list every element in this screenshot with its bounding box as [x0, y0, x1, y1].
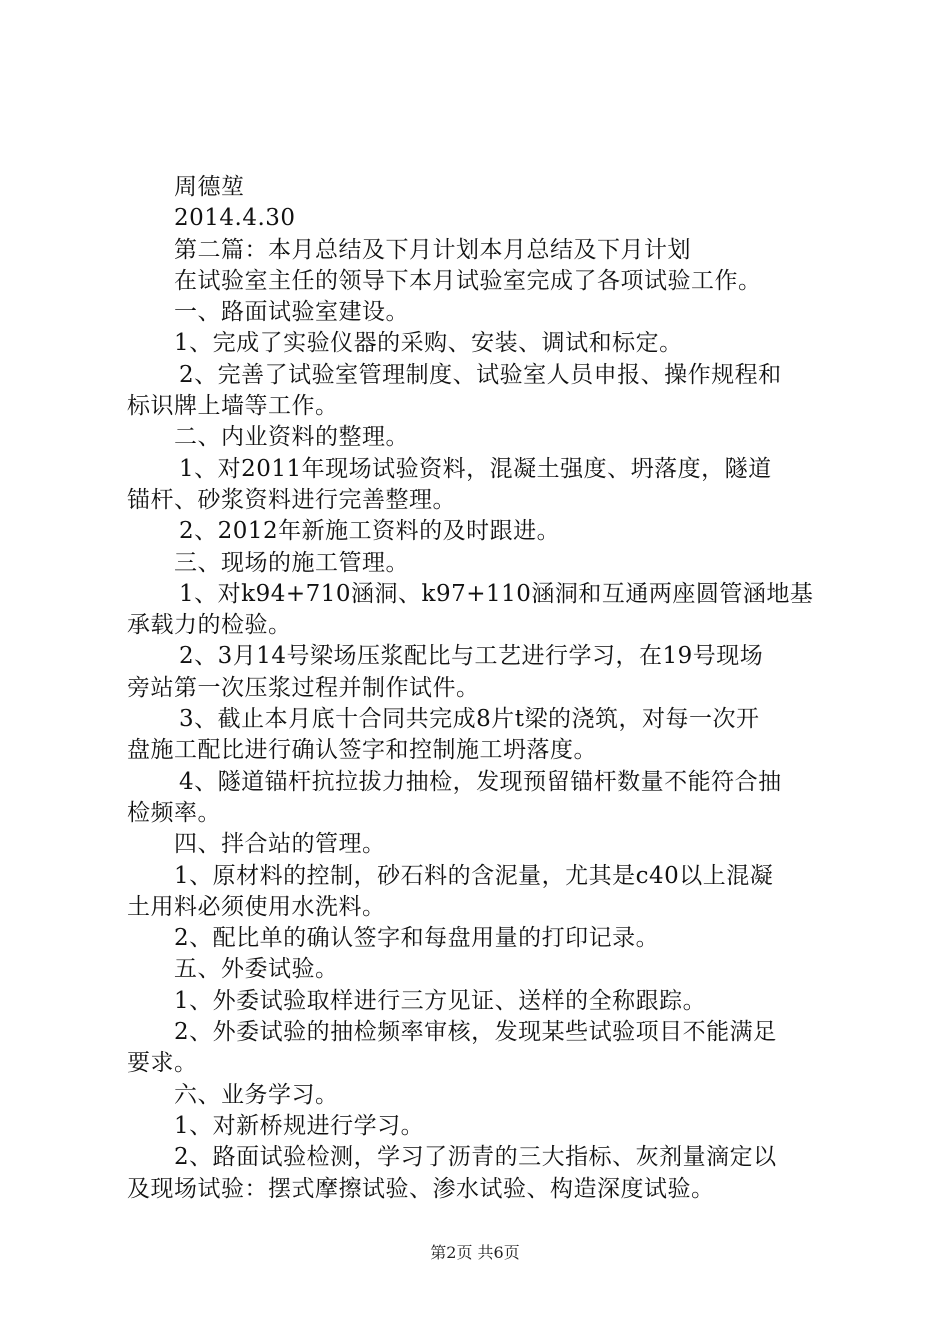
paragraph-line: 土用料必须使用水洗料。 [127, 893, 386, 920]
paragraph-line: 4、隧道锚杆抗拉拔力抽检，发现预留锚杆数量不能符合抽 [179, 768, 782, 795]
paragraph-line: 1、外委试验取样进行三方见证、送样的全称跟踪。 [174, 987, 707, 1014]
paragraph-line: 及现场试验：摆式摩擦试验、渗水试验、构造深度试验。 [127, 1175, 715, 1202]
heading-3: 三、现场的施工管理。 [174, 549, 409, 576]
paragraph-line: 锚杆、砂浆资料进行完善整理。 [127, 486, 456, 513]
heading-5: 五、外委试验。 [174, 956, 339, 983]
intro-paragraph: 在试验室主任的领导下本月试验室完成了各项试验工作。 [174, 267, 762, 294]
paragraph-line: 2、3月14号梁场压浆配比与工艺进行学习，在19号现场 [179, 643, 764, 670]
page-number-footer: 第2页 共6页 [430, 1243, 520, 1262]
paragraph-line: 1、完成了实验仪器的采购、安装、调试和标定。 [174, 330, 683, 357]
paragraph-line: 2、2012年新施工资料的及时跟进。 [179, 518, 561, 545]
heading-4: 四、拌合站的管理。 [174, 831, 386, 858]
heading-2: 二、内业资料的整理。 [174, 424, 409, 451]
paragraph-line: 盘施工配比进行确认签字和控制施工坍落度。 [127, 737, 597, 764]
paragraph-line: 要求。 [127, 1050, 198, 1077]
heading-6: 六、业务学习。 [174, 1081, 339, 1108]
paragraph-line: 标识牌上墙等工作。 [127, 393, 339, 420]
paragraph-line: 2、配比单的确认签字和每盘用量的打印记录。 [174, 925, 660, 952]
paragraph-line: 1、原材料的控制，砂石料的含泥量，尤其是c40以上混凝 [174, 862, 774, 889]
paragraph-line: 承载力的检验。 [127, 612, 292, 639]
paragraph-line: 1、对2011年现场试验资料，混凝土强度、坍落度，隧道 [179, 455, 772, 482]
paragraph-line: 3、截止本月底十合同共完成8片t梁的浇筑，对每一次开 [179, 706, 760, 733]
paragraph-line: 2、路面试验检测，学习了沥青的三大指标、灰剂量滴定以 [174, 1144, 777, 1171]
paragraph-line: 检频率。 [127, 799, 221, 826]
heading-1: 一、路面试验室建设。 [174, 299, 409, 326]
document-body [127, 172, 832, 1205]
section-title: 第二篇：本月总结及下月计划本月总结及下月计划 [174, 236, 691, 263]
paragraph-line: 1、对新桥规进行学习。 [174, 1112, 425, 1139]
paragraph-line: 旁站第一次压浆过程并制作试件。 [127, 674, 480, 701]
paragraph-line: 2、外委试验的抽检频率审核，发现某些试验项目不能满足 [174, 1019, 777, 1046]
author-name: 周德堃 [174, 174, 245, 200]
paragraph-line: 2、完善了试验室管理制度、试验室人员申报、操作规程和 [179, 361, 782, 388]
document-date: 2014.4.30 [174, 205, 296, 232]
paragraph-line: 1、对k94+710涵洞、k97+110涵洞和互通两座圆管涵地基 [179, 580, 814, 607]
